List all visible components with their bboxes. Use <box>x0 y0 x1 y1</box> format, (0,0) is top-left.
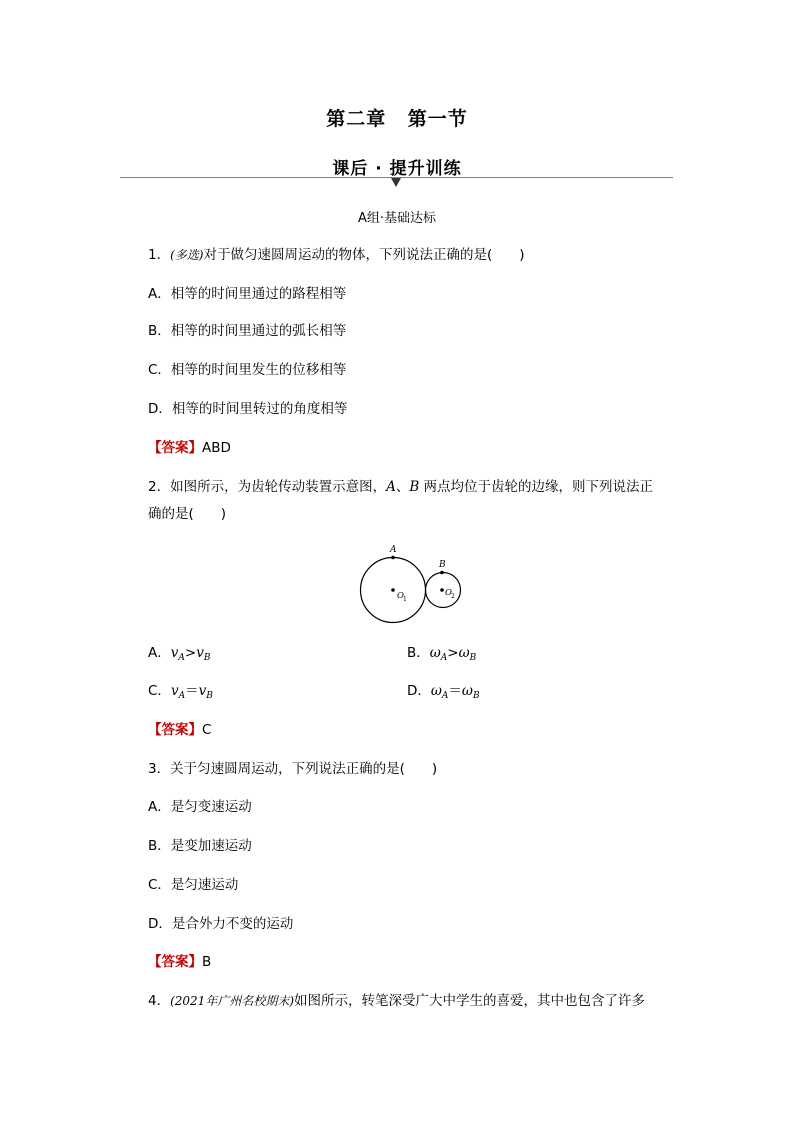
q1-answer-value: ABD <box>202 440 231 456</box>
center-o2-dot <box>440 588 444 592</box>
q2-stem-part2: 两点均位于齿轮的边缘，则下列说法正 <box>419 479 654 495</box>
q3-option-c: C．是匀速运动 <box>148 877 239 893</box>
q3-answer-label: 【答案】 <box>148 954 202 970</box>
point-a-dot <box>391 556 395 560</box>
section-title: 课后 · 提升训练 <box>332 159 462 179</box>
q2-option-b-prefix: B． <box>407 645 430 661</box>
q2-option-a-sub1: A <box>178 653 185 663</box>
q3-option-b: B．是变加速运动 <box>148 838 252 854</box>
q2-option-c <box>148 681 213 706</box>
q2-option-d-op: ＝ <box>448 683 462 699</box>
q2-answer-value: C <box>202 722 212 738</box>
q1-answer <box>148 438 231 458</box>
q4-stem <box>148 991 645 1011</box>
gear-diagram <box>350 540 470 630</box>
q1-option-a: A．相等的时间里通过的路程相等 <box>148 286 347 302</box>
q2-option-b <box>407 643 476 668</box>
q2-option-c-prefix: C． <box>148 683 171 699</box>
group-title: A组·基础达标 <box>357 211 437 226</box>
q2-point-a: A <box>386 479 396 495</box>
q3-option-a: A．是匀变速运动 <box>148 799 252 815</box>
label-o1: O <box>397 591 404 601</box>
q4-tag: (2021年广州名校期末) <box>170 994 294 1008</box>
q2-option-b-sym2: ω <box>458 645 470 661</box>
q2-option-b-sym: ω <box>429 645 441 661</box>
q1-stem <box>148 245 525 265</box>
point-b-dot <box>440 571 444 575</box>
q2-sep: 、 <box>395 479 410 495</box>
q2-option-a-prefix: A． <box>148 645 171 661</box>
q3-answer <box>148 952 211 972</box>
q3-option-d: D．是合外力不变的运动 <box>148 916 294 932</box>
q1-answer-label: 【答案】 <box>148 440 202 456</box>
q2-answer-label: 【答案】 <box>148 722 202 738</box>
q2-stem-part1: 2．如图所示，为齿轮传动装置示意图， <box>148 479 387 495</box>
label-o1-sub: 1 <box>403 596 407 603</box>
q1-stem-text: 对于做匀速圆周运动的物体，下列说法正确的是( ) <box>203 247 525 263</box>
q2-stem-line1 <box>148 477 653 497</box>
chapter-title: 第二章 第一节 <box>326 108 468 130</box>
label-b: B <box>439 560 446 570</box>
q4-stem-text: 如图所示，转笔深受广大中学生的喜爱，其中也包含了许多 <box>294 993 645 1009</box>
q2-answer <box>148 720 211 740</box>
q2-option-a-op: > <box>184 645 197 661</box>
q2-option-c-sub2: B <box>206 691 213 701</box>
q2-option-b-sub1: A <box>440 653 448 663</box>
q2-option-b-sub2: B <box>469 653 477 663</box>
label-o2: O <box>445 588 452 598</box>
q2-stem-line2: 确的是( ) <box>148 506 227 522</box>
q2-option-c-sub1: A <box>178 691 186 701</box>
label-a: A <box>390 545 397 555</box>
q2-option-c-sym2: v <box>198 683 207 699</box>
q2-option-b-op: > <box>447 645 459 661</box>
q2-option-d <box>407 681 480 706</box>
q2-option-c-op: ＝ <box>185 683 199 699</box>
q2-option-a-sym2: v <box>196 645 204 661</box>
q2-option-c-sym: v <box>170 683 179 699</box>
q2-option-d-sym2: ω <box>461 683 473 699</box>
divider-arrow-icon <box>391 178 401 187</box>
q2-option-d-prefix: D． <box>407 683 431 699</box>
q2-point-b: B <box>409 479 420 495</box>
q1-number: 1． <box>148 247 171 263</box>
q1-option-c: C．相等的时间里发生的位移相等 <box>148 362 347 378</box>
center-o1-dot <box>391 588 395 592</box>
q2-option-a-sub2: B <box>203 653 211 663</box>
q3-stem: 3．关于匀速圆周运动，下列说法正确的是( ) <box>148 761 438 777</box>
q1-option-b: B．相等的时间里通过的弧长相等 <box>148 323 347 339</box>
q4-number: 4． <box>148 993 171 1009</box>
q2-option-d-sym: ω <box>430 683 442 699</box>
q2-option-d-sub1: A <box>441 691 449 701</box>
q2-option-d-sub2: B <box>472 691 480 701</box>
q2-option-a <box>148 643 210 668</box>
q1-tag: (多选) <box>170 248 204 262</box>
label-o2-sub: 2 <box>451 593 455 600</box>
q1-option-d: D．相等的时间里转过的角度相等 <box>148 401 348 417</box>
q3-answer-value: B <box>202 954 212 970</box>
q2-option-a-sym: v <box>170 645 179 661</box>
